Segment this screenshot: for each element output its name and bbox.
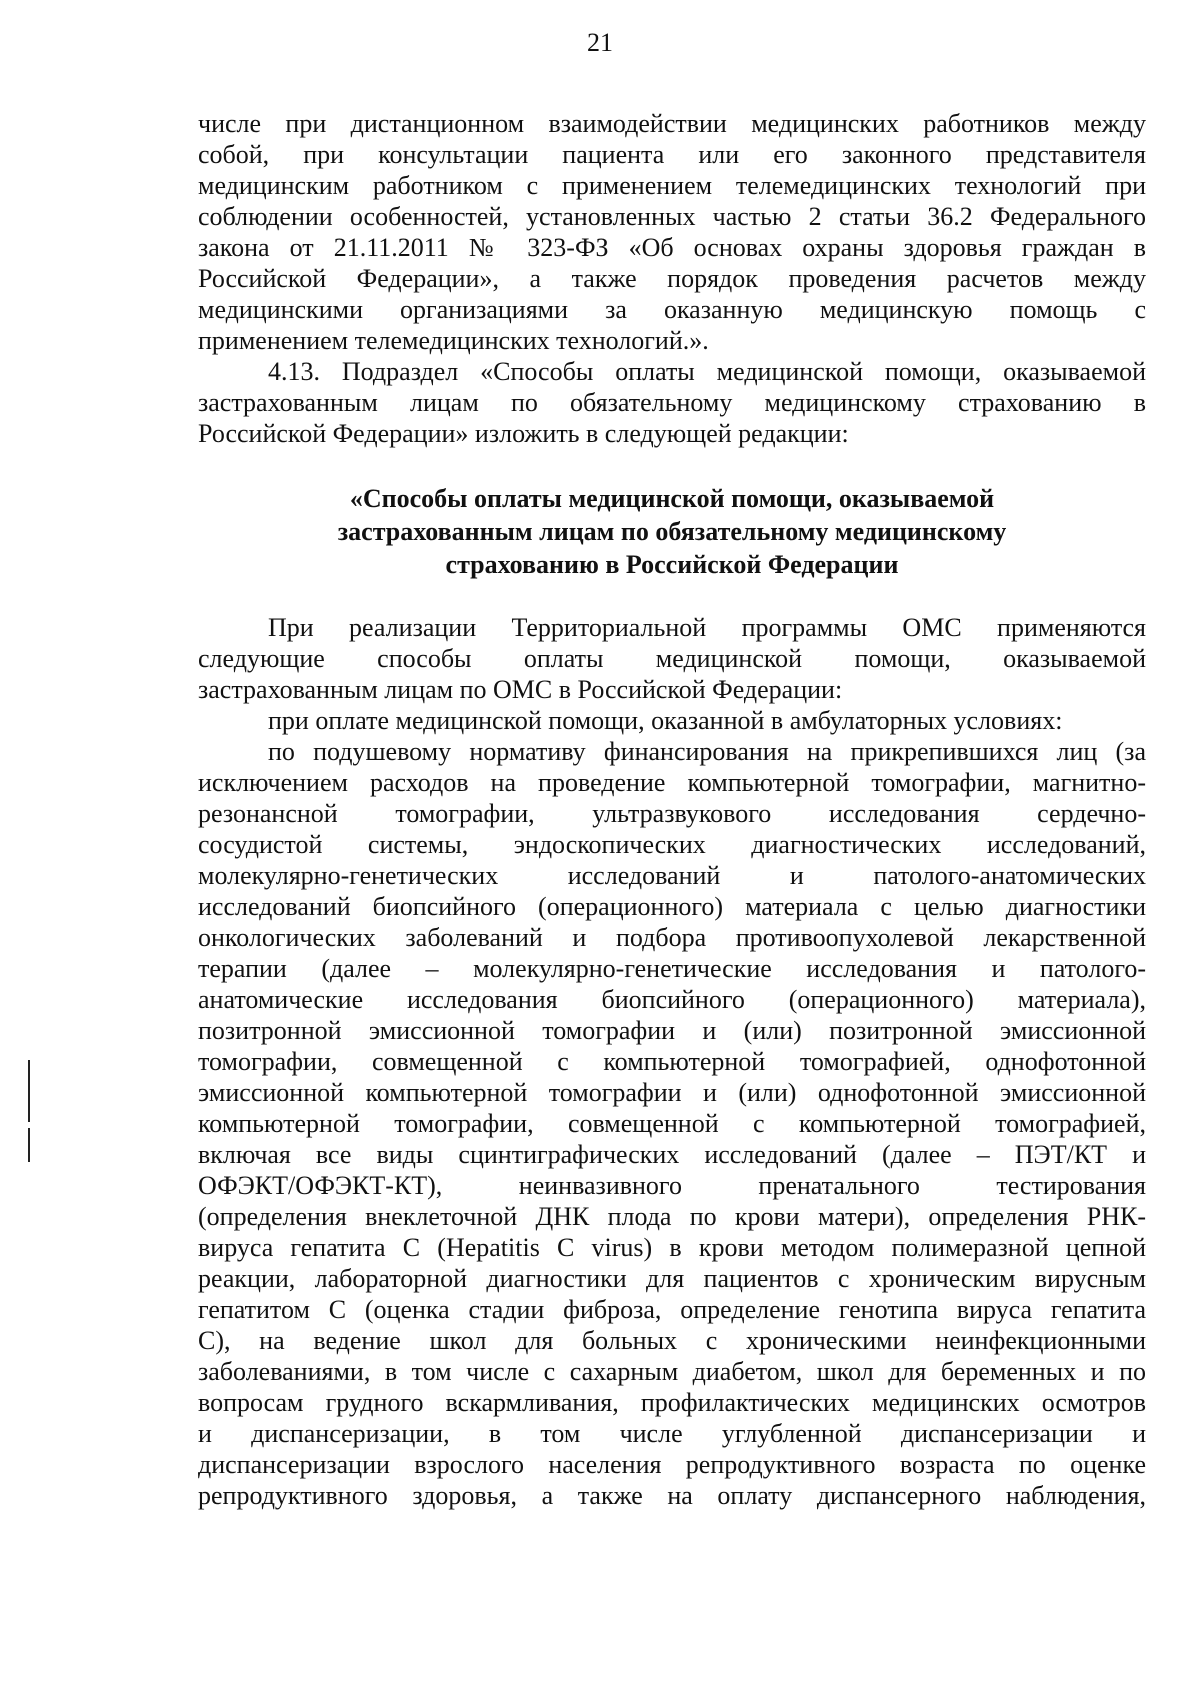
text-line: соблюдении особенностей, установленных частью 2 статьи 36.2 Федерального [198, 202, 1146, 231]
scan-margin-mark [28, 1128, 30, 1162]
text-line: гепатитом С (оценка стадии фиброза, определение генотипа вируса гепатита [198, 1295, 1146, 1324]
text-line: медицинским работником с применением телемедицинских технологий при [198, 171, 1146, 200]
text-line: онкологических заболеваний и подбора противоопухолевой лекарственной [198, 923, 1146, 952]
text-line: заболеваниями, в том числе с сахарным диабетом, школ для беременных и по [198, 1357, 1146, 1386]
text-line: числе при дистанционном взаимодействии медицинских работников между [198, 109, 1146, 138]
text-line: застрахованным лицам по ОМС в Российской Федерации: [198, 675, 843, 704]
text-line: Российской Федерации», а также порядок проведения расчетов между [198, 264, 1146, 293]
text-line: терапии (далее – молекулярно-генетические исследования и патолого- [198, 954, 1146, 983]
text-line: следующие способы оплаты медицинской помощи, оказываемой [198, 644, 1146, 673]
text-line: компьютерной томографии, совмещенной с компьютерной томографией, [198, 1109, 1146, 1138]
text-line: Российской Федерации» изложить в следующей редакции: [198, 419, 849, 448]
text-line: сосудистой системы, эндоскопических диагностических исследований, [198, 830, 1146, 859]
text-line: анатомические исследования биопсийного (операционного) материала), [198, 985, 1146, 1014]
text-line: включая все виды сцинтиграфических исследований (далее – ПЭТ/КТ и [198, 1140, 1146, 1169]
text-line: эмиссионной компьютерной томографии и (или) однофотонной эмиссионной [198, 1078, 1146, 1107]
text-line: применением телемедицинских технологий.». [198, 326, 709, 355]
text-line: позитронной эмиссионной томографии и (или) позитронной эмиссионной [198, 1016, 1146, 1045]
text-line: реакции, лабораторной диагностики для пациентов с хроническим вирусным [198, 1264, 1146, 1293]
text-line: молекулярно-генетических исследований и патолого-анатомических [198, 861, 1146, 890]
text-line: резонансной томографии, ультразвукового исследования сердечно- [198, 799, 1146, 828]
text-line: репродуктивного здоровья, а также на оплату диспансерного наблюдения, [198, 1481, 1146, 1510]
text-line: (определения внеклеточной ДНК плода по крови матери), определения РНК- [198, 1202, 1146, 1231]
heading-line: «Способы оплаты медицинской помощи, оказываемой [349, 484, 995, 513]
text-line: 4.13. Подраздел «Способы оплаты медицинской помощи, оказываемой [268, 357, 1146, 386]
text-line: при оплате медицинской помощи, оказанной в амбулаторных условиях: [268, 706, 1063, 735]
text-line: застрахованным лицам по обязательному медицинскому страхованию в [198, 388, 1146, 417]
heading-line: застрахованным лицам по обязательному медицинскому [337, 517, 1007, 546]
heading-line: страхованию в Российской Федерации [445, 550, 899, 579]
text-line: С), на ведение школ для больных с хроническими неинфекционными [198, 1326, 1146, 1355]
text-line: диспансеризации взрослого населения репродуктивного возраста по оценке [198, 1450, 1146, 1479]
text-line: исследований биопсийного (операционного) материала с целью диагностики [198, 892, 1146, 921]
text-line: и диспансеризации, в том числе углубленной диспансеризации и [198, 1419, 1146, 1448]
text-line: ОФЭКТ/ОФЭКТ-КТ), неинвазивного пренатального тестирования [198, 1171, 1146, 1200]
text-line: При реализации Территориальной программы ОМС применяются [268, 613, 1146, 642]
text-line: собой, при консультации пациента или его законного представителя [198, 140, 1146, 169]
text-line: исключением расходов на проведение компьютерной томографии, магнитно- [198, 768, 1146, 797]
scan-margin-mark [28, 1060, 30, 1122]
text-line: медицинскими организациями за оказанную медицинскую помощь с [198, 295, 1146, 324]
text-line: томографии, совмещенной с компьютерной томографией, однофотонной [198, 1047, 1146, 1076]
page-number: 21 [587, 28, 613, 57]
text-line: по подушевому нормативу финансирования на прикрепившихся лиц (за [268, 737, 1146, 766]
text-line: закона от 21.11.2011 № 323-ФЗ «Об основах охраны здоровья граждан в [198, 233, 1146, 262]
text-line: вопросам грудного вскармливания, профилактических медицинских осмотров [198, 1388, 1146, 1417]
text-line: вируса гепатита С (Hepatitis C virus) в крови методом полимеразной цепной [198, 1233, 1146, 1262]
